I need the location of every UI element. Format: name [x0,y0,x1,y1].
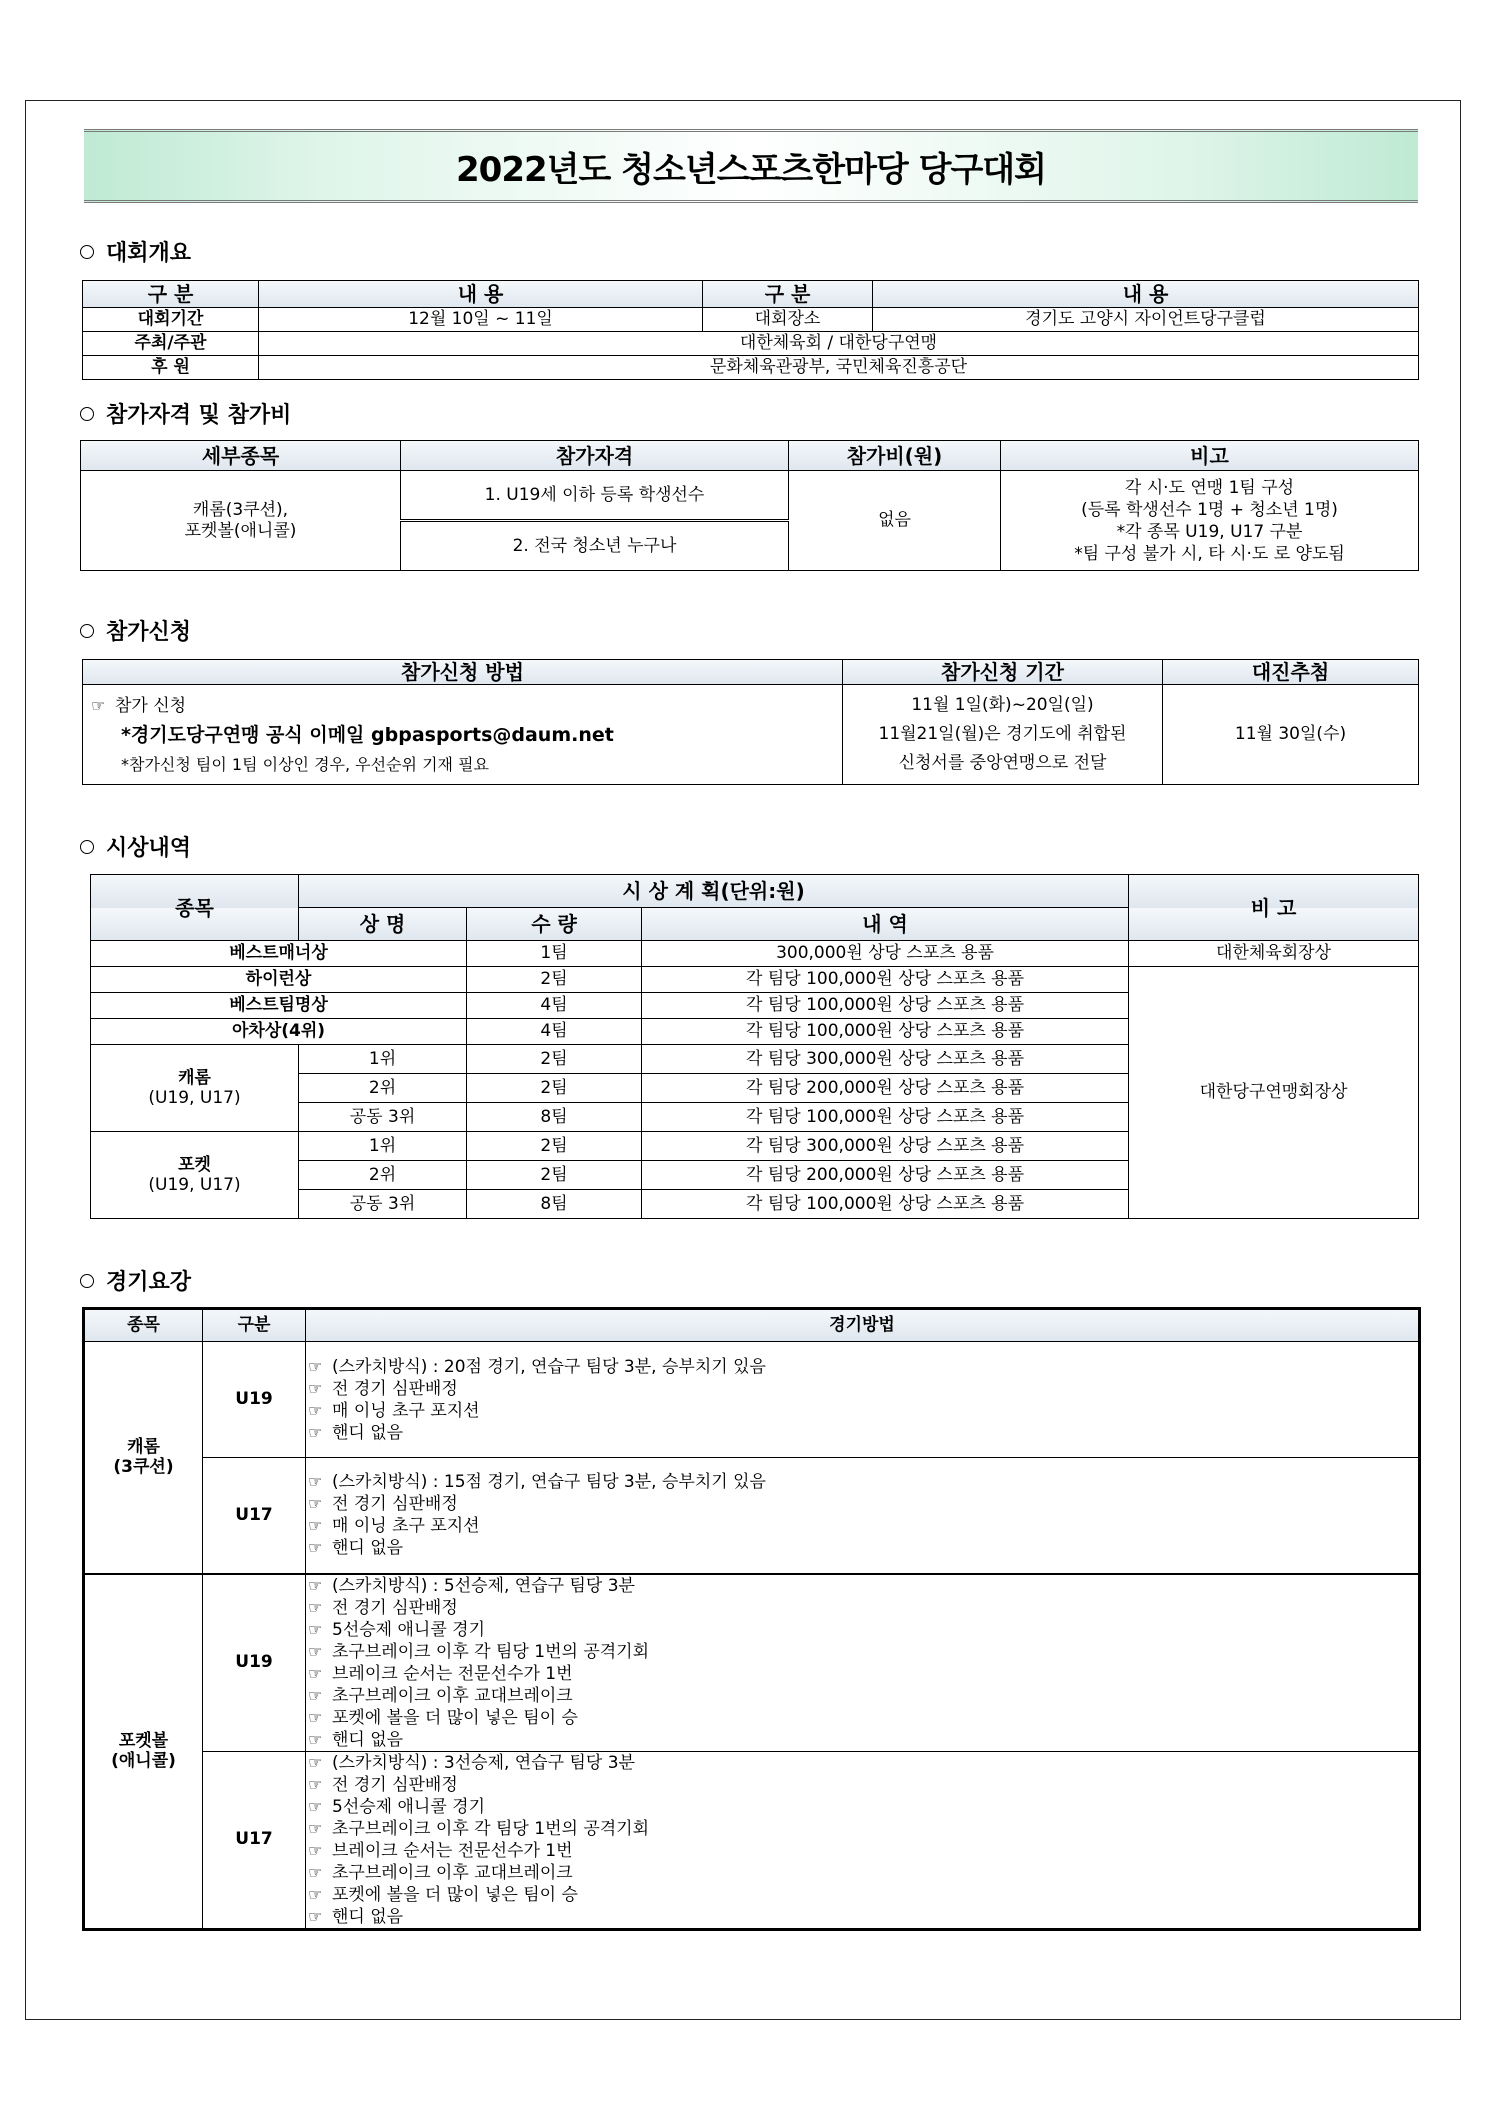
circle-bullet-icon [80,245,94,259]
award-qty: 2팀 [467,967,642,993]
award-event: 캐롬 [178,1067,211,1088]
rules-method-line [308,1537,1414,1559]
rules-method-line [308,1862,1414,1884]
header-cell: 내 용 [259,281,703,308]
award-qty: 2팀 [467,1045,642,1074]
draw-date: 11월 30일(수) [1163,685,1419,785]
section-title: 대회개요 [106,241,192,266]
rules-method-line [308,1356,1414,1378]
rules-method-line [308,1663,1414,1685]
period-line: 11월 1일(화)~20일(일) [911,695,1094,715]
rules-division: U17 [203,1751,306,1929]
rules-method-line [308,1641,1414,1663]
pointing-hand-icon: ☞ [308,1906,323,1926]
header-cell: 구 분 [83,281,259,308]
section-title: 참가신청 [106,620,192,645]
host-label: 주최/주관 [83,332,259,356]
rules-method-cell [306,1458,1420,1574]
pointing-hand-icon: ☞ [308,1472,323,1492]
rules-method-line [308,1884,1414,1906]
pointing-hand-icon: ☞ [308,1884,323,1904]
header-cell: 참가신청 기간 [843,660,1163,685]
rules-method-line [308,1729,1414,1751]
rules-method-text: 초구브레이크 이후 각 팀당 1번의 공격기회 [332,1818,650,1839]
award-qty: 2팀 [467,1161,642,1190]
header-cell: 대진추첨 [1163,660,1419,685]
rules-method-cell [306,1751,1420,1929]
rules-method-line [308,1906,1414,1928]
rules-event-cell [84,1574,203,1930]
circle-bullet-icon [80,840,94,854]
rules-method-line [308,1471,1414,1493]
awards-table [90,874,1419,1219]
pointing-hand-icon: ☞ [308,1400,323,1420]
header-cell: 참가신청 방법 [83,660,843,685]
rules-event-sub: (애니콜) [111,1751,176,1771]
pointing-hand-icon: ☞ [91,695,106,715]
award-rank: 공동 3위 [299,1103,467,1132]
rules-method-cell [306,1574,1420,1752]
circle-bullet-icon [80,624,94,638]
circle-bullet-icon [80,1274,94,1288]
section-heading-awards [80,831,191,862]
award-detail: 각 팀당 300,000원 상당 스포츠 용품 [642,1132,1129,1161]
rules-method-text: (스카치방식) : 5선승제, 연습구 팀당 3분 [332,1575,635,1596]
rules-method-text: (스카치방식) : 15점 경기, 연습구 팀당 3분, 승부치기 있음 [332,1472,766,1493]
rules-method-cell [306,1342,1420,1458]
section-heading-rules [80,1265,191,1296]
rules-method-line [308,1400,1414,1422]
pointing-hand-icon: ☞ [308,1575,323,1595]
event-pocket: 포켓볼(애니콜) [184,520,297,541]
header-cell: 상 명 [299,908,467,941]
section-heading-overview [80,236,191,267]
rules-method-line [308,1378,1414,1400]
note-line: (등록 학생선수 1명 + 청소년 1명) [1081,499,1338,520]
rules-method-text: 전 경기 심판배정 [332,1378,458,1399]
award-rank: 1위 [299,1132,467,1161]
venue-label: 대회장소 [703,308,873,332]
header-cell: 구 분 [703,281,873,308]
rules-method-text: 5선승제 애니콜 경기 [332,1619,485,1640]
rules-method-text: 핸디 없음 [332,1538,404,1559]
period-line: 신청서를 중앙연맹으로 전달 [898,753,1107,773]
award-detail: 각 팀당 100,000원 상당 스포츠 용품 [642,1103,1129,1132]
header-cell: 경기방법 [306,1309,1420,1342]
note-line: *각 종목 U19, U17 구분 [1116,521,1303,542]
rules-method-text: 브레이크 순서는 전문선수가 1번 [332,1663,573,1684]
section-heading-eligibility [80,398,291,429]
header-cell: 내 역 [642,908,1129,941]
period-value: 12월 10일 ~ 11일 [259,308,703,332]
award-detail: 각 팀당 100,000원 상당 스포츠 용품 [642,967,1129,993]
method-line-3: *참가신청 팀이 1팀 이상인 경우, 우선순위 기재 필요 [121,754,489,774]
rules-method-line [308,1685,1414,1707]
award-detail: 300,000원 상당 스포츠 용품 [642,941,1129,967]
document-title-banner [84,129,1418,203]
note-line: *팀 구성 불가 시, 타 시·도 로 양도됨 [1074,543,1345,564]
pointing-hand-icon: ☞ [308,1707,323,1727]
method-email-line: *경기도당구연맹 공식 이메일 gbpasports@daum.net [121,723,614,746]
section-title: 참가자격 및 참가비 [106,403,292,428]
rules-method-text: 브레이크 순서는 전문선수가 1번 [332,1840,573,1861]
rules-method-line [308,1840,1414,1862]
overview-table [82,280,1419,380]
qualification-2: 2. 전국 청소년 누구나 [401,521,789,571]
header-cell: 비고 [1001,441,1419,471]
sponsor-label: 후 원 [83,356,259,380]
rules-division: U19 [203,1342,306,1458]
award-event-sub: (U19, U17) [148,1175,241,1195]
award-qty: 2팀 [467,1132,642,1161]
fee-value: 없음 [789,471,1001,571]
rules-method-text: 핸디 없음 [332,1906,404,1927]
award-note: 대한체육회장상 [1129,941,1419,967]
award-rank: 공동 3위 [299,1190,467,1219]
pointing-hand-icon: ☞ [308,1494,323,1514]
rules-method-text: 포켓에 볼을 더 많이 넣은 팀이 승 [332,1884,578,1905]
rules-row [84,1342,1420,1458]
rules-method-line [308,1796,1414,1818]
header-cell: 종목 [84,1309,203,1342]
pointing-hand-icon: ☞ [308,1774,323,1794]
note-line: 각 시·도 연맹 1팀 구성 [1124,477,1295,498]
rules-method-text: 핸디 없음 [332,1422,404,1443]
award-detail: 각 팀당 300,000원 상당 스포츠 용품 [642,1045,1129,1074]
header-cell: 세부종목 [81,441,401,471]
header-cell: 종목 [91,875,299,941]
award-name: 하이런상 [91,967,467,993]
award-event-sub: (U19, U17) [148,1088,241,1108]
rules-table [82,1307,1421,1931]
award-rank: 1위 [299,1045,467,1074]
rules-row [84,1458,1420,1574]
pointing-hand-icon: ☞ [308,1641,323,1661]
rules-method-line [308,1597,1414,1619]
method-line-1: ☞ 참가 신청 [91,691,838,721]
application-table [82,659,1419,785]
header-cell: 참가비(원) [789,441,1001,471]
header-cell: 구분 [203,1309,306,1342]
rules-row [84,1751,1420,1929]
rules-method-text: 핸디 없음 [332,1729,404,1750]
sponsor-value: 문화체육관광부, 국민체육진흥공단 [259,356,1419,380]
award-qty: 1팀 [467,941,642,967]
pointing-hand-icon: ☞ [308,1685,323,1705]
rules-method-line [308,1575,1414,1597]
award-name: 베스트팀명상 [91,993,467,1019]
rules-method-line [308,1619,1414,1641]
rules-method-line [308,1493,1414,1515]
header-cell: 수 량 [467,908,642,941]
eligibility-table [80,440,1419,571]
event-cell [81,471,401,571]
notes-cell [1001,471,1419,571]
period-cell [843,685,1163,785]
rules-method-text: 매 이닝 초구 포지션 [332,1516,480,1537]
header-cell: 내 용 [873,281,1419,308]
rules-method-line [308,1818,1414,1840]
period-label: 대회기간 [83,308,259,332]
pointing-hand-icon: ☞ [308,1663,323,1683]
rules-method-text: 초구브레이크 이후 교대브레이크 [332,1862,573,1883]
rules-method-text: 전 경기 심판배정 [332,1774,458,1795]
rules-event-cell [84,1342,203,1574]
award-detail: 각 팀당 200,000원 상당 스포츠 용품 [642,1074,1129,1103]
pointing-hand-icon: ☞ [308,1840,323,1860]
pointing-hand-icon: ☞ [308,1378,323,1398]
award-row [91,967,1419,993]
rules-event-sub: (3쿠션) [113,1457,174,1478]
qualification-1: 1. U19세 이하 등록 학생선수 [401,471,789,521]
circle-bullet-icon [80,407,94,421]
award-group-note: 대한당구연맹회장상 [1129,967,1419,1219]
event-carom: 캐롬(3쿠션), [192,500,289,521]
award-detail: 각 팀당 100,000원 상당 스포츠 용품 [642,1019,1129,1045]
rules-event: 포켓볼 [118,1730,169,1751]
award-qty: 8팀 [467,1103,642,1132]
rules-row [84,1574,1420,1752]
award-row [91,941,1419,967]
period-line: 11월21일(월)은 경기도에 취합된 [878,724,1127,744]
award-event-cell [91,1132,299,1219]
rules-method-line [308,1422,1414,1444]
award-event: 포켓 [178,1154,211,1175]
pointing-hand-icon: ☞ [308,1752,323,1772]
pointing-hand-icon: ☞ [308,1422,323,1442]
venue-value: 경기도 고양시 자이언트당구클럽 [873,308,1419,332]
award-detail: 각 팀당 100,000원 상당 스포츠 용품 [642,1190,1129,1219]
document-title: 2022년도 청소년스포츠한마당 당구대회 [456,149,1046,190]
rules-event: 캐롬 [127,1436,160,1457]
pointing-hand-icon: ☞ [308,1356,323,1376]
rules-method-text: 포켓에 볼을 더 많이 넣은 팀이 승 [332,1707,578,1728]
pointing-hand-icon: ☞ [308,1597,323,1617]
rules-method-text: 5선승제 애니콜 경기 [332,1796,485,1817]
award-rank: 2위 [299,1161,467,1190]
award-name: 베스트매너상 [91,941,467,967]
award-event-cell [91,1045,299,1132]
rules-method-line [308,1774,1414,1796]
award-qty: 4팀 [467,993,642,1019]
rules-method-line [308,1752,1414,1774]
section-title: 시상내역 [106,836,192,861]
section-title: 경기요강 [106,1270,192,1295]
pointing-hand-icon: ☞ [308,1818,323,1838]
award-name: 아차상(4위) [91,1019,467,1045]
host-value: 대한체육회 / 대한당구연맹 [259,332,1419,356]
rules-method-text: 전 경기 심판배정 [332,1494,458,1515]
pointing-hand-icon: ☞ [308,1862,323,1882]
pointing-hand-icon: ☞ [308,1796,323,1816]
method-cell [83,685,843,785]
pointing-hand-icon: ☞ [308,1729,323,1749]
header-cell: 참가자격 [401,441,789,471]
pointing-hand-icon: ☞ [308,1538,323,1558]
rules-division: U19 [203,1574,306,1752]
rules-method-text: (스카치방식) : 3선승제, 연습구 팀당 3분 [332,1752,635,1773]
award-rank: 2위 [299,1074,467,1103]
award-detail: 각 팀당 200,000원 상당 스포츠 용품 [642,1161,1129,1190]
rules-method-line [308,1515,1414,1537]
header-cell: 비 고 [1129,875,1419,941]
section-heading-application [80,615,191,646]
award-qty: 8팀 [467,1190,642,1219]
award-detail: 각 팀당 100,000원 상당 스포츠 용품 [642,993,1129,1019]
rules-method-text: 매 이닝 초구 포지션 [332,1400,480,1421]
pointing-hand-icon: ☞ [308,1516,323,1536]
award-qty: 2팀 [467,1074,642,1103]
rules-method-text: (스카치방식) : 20점 경기, 연습구 팀당 3분, 승부치기 있음 [332,1356,766,1377]
rules-method-text: 전 경기 심판배정 [332,1597,458,1618]
rules-method-text: 초구브레이크 이후 교대브레이크 [332,1685,573,1706]
rules-method-line [308,1707,1414,1729]
award-qty: 4팀 [467,1019,642,1045]
rules-method-text: 초구브레이크 이후 각 팀당 1번의 공격기회 [332,1641,650,1662]
pointing-hand-icon: ☞ [308,1619,323,1639]
header-cell: 시 상 계 획(단위:원) [299,875,1129,908]
rules-division: U17 [203,1458,306,1574]
